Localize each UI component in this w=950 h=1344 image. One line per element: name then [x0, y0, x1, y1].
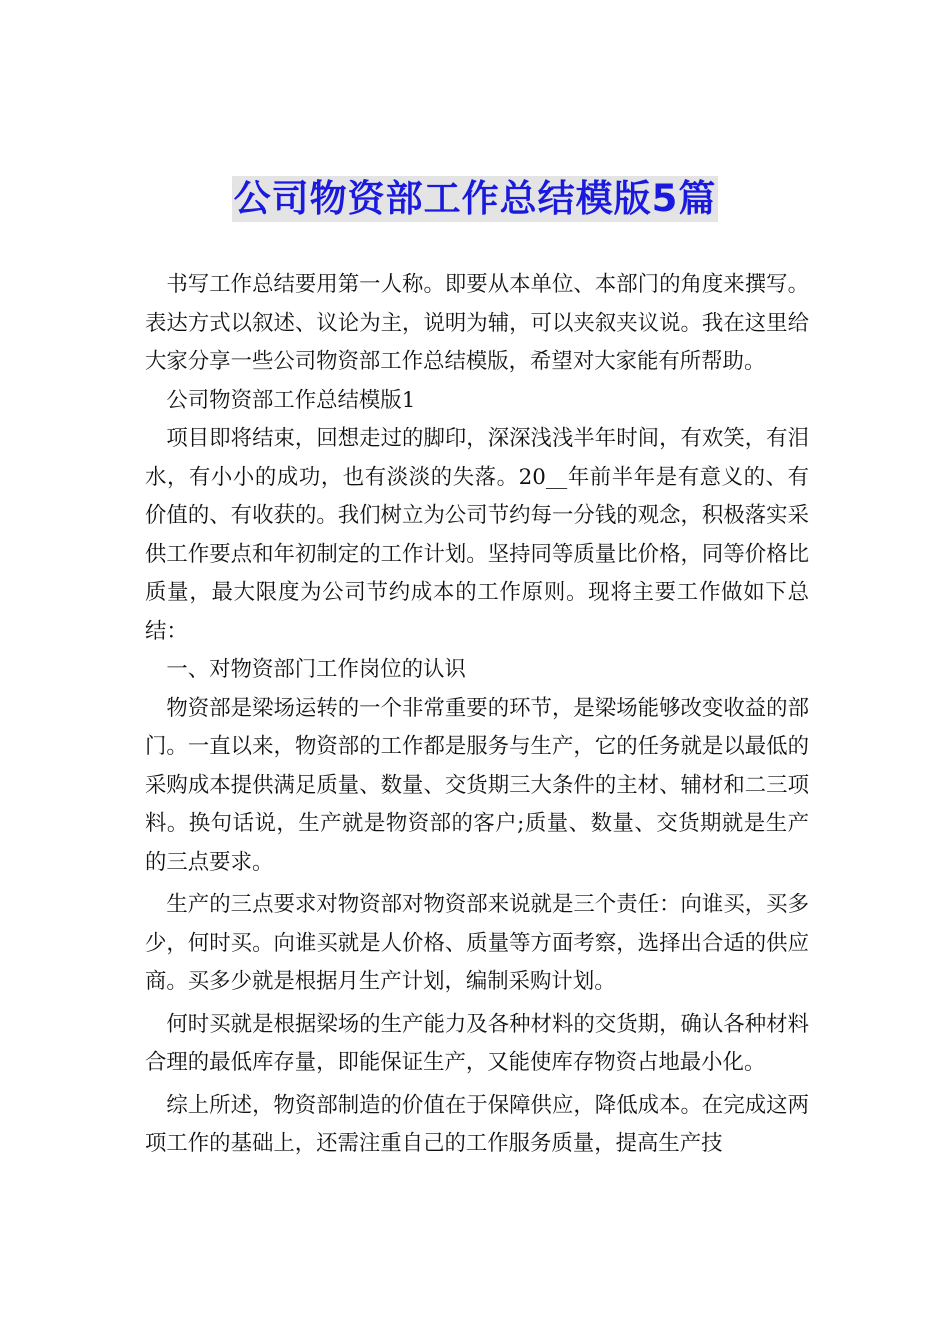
body-paragraph: 综上所述，物资部制造的价值在于保障供应，降低成本。在完成这两项工作的基础上，还需注重自己的工作服务质量，提高生产技: [145, 1092, 809, 1156]
body-paragraph: 何时买就是根据梁场的生产能力及各种材料的交货期，确认各种材料合理的最低库存量，即能保证生产，又能使库存物资占地最小化。: [145, 1011, 809, 1075]
section-heading-template-1: 公司物资部工作总结模版1: [166, 387, 416, 413]
document-title: 公司物资部工作总结模版5篇: [233, 177, 717, 220]
body-paragraph: 项目即将结束，回想走过的脚印，深深浅浅半年时间，有欢笑，有泪水，有小小的成功，也有淡淡的失落。20__年前半年是有意义的、有价值的、有收获的。我们树立为公司节约每一分钱的观念，积极落实采供工作要点和年初制定的工作计划。坚持同等质量比价格，同等价格比质量，最大限度为公司节约成本的工作原则。现将主要工作做如下总结：: [145, 426, 809, 644]
section-heading-job-understanding: 一、对物资部门工作岗位的认识: [166, 657, 466, 682]
title-container: [0, 176, 950, 222]
intro-paragraph: 书写工作总结要用第一人称。即要从本单位、本部门的角度来撰写。表达方式以叙述、议论为主，说明为辅，可以夹叙夹议说。我在这里给大家分享一些公司物资部工作总结模版，希望对大家能有所帮助。: [145, 272, 809, 374]
body-paragraph: 物资部是梁场运转的一个非常重要的环节，是梁场能够改变收益的部门。一直以来，物资部的工作都是服务与生产，它的任务就是以最低的采购成本提供满足质量、数量、交货期三大条件的主材、辅材和二三项料。换句话说，生产就是物资部的客户;质量、数量、交货期就是生产的三点要求。: [145, 695, 809, 875]
body-paragraph: 生产的三点要求对物资部对物资部来说就是三个责任：向谁买，买多少，何时买。向谁买就是人价格、质量等方面考察，选择出合适的供应商。买多少就是根据月生产计划，编制采购计划。: [145, 892, 809, 994]
document-body: [145, 266, 809, 1164]
